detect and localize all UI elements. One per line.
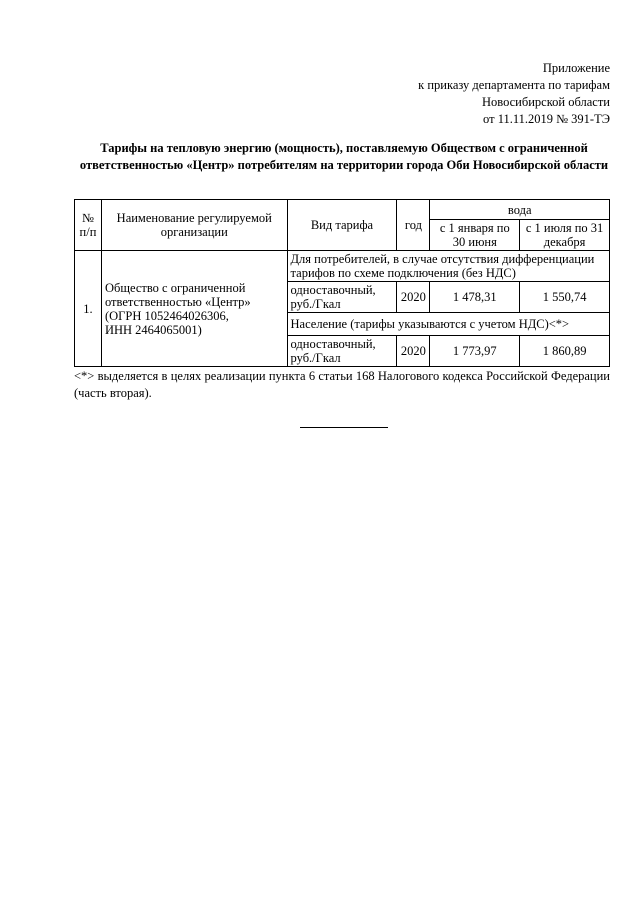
header-number-abbr: п/п <box>79 225 97 239</box>
group2-tariff-type: одноставочный, руб./Гкал <box>287 336 397 367</box>
header-period-1: с 1 января по 30 июня <box>430 220 520 251</box>
header-number <box>75 200 102 251</box>
header-number-sign: № <box>82 211 94 225</box>
footnote: <*> выделяется в целях реализации пункта 6 статьи 168 Налогового кодекса Российской Федерации (часть вторая). <box>74 369 610 400</box>
header-tariff-type: Вид тарифа <box>287 200 397 251</box>
group1-label: Для потребителей, в случае отсутствия дифференциации тарифов по схеме подключения (без НДС) <box>287 251 609 282</box>
table-row-group1-label <box>75 251 610 282</box>
appendix-line-1: Приложение <box>542 61 610 75</box>
organization-cell <box>101 251 287 367</box>
row-number: 1. <box>75 251 102 367</box>
group1-value-1: 1 478,31 <box>430 282 520 313</box>
appendix-line-4: от 11.11.2019 № 391-ТЭ <box>483 112 610 126</box>
organization-name: Общество с ограниченной ответственностью «Центр» <box>104 280 251 309</box>
header-row-1 <box>75 200 610 220</box>
organization-ogrn: (ОГРН 1052464026306, <box>104 308 229 323</box>
header-year: год <box>397 200 430 251</box>
group2-value-1: 1 773,97 <box>430 336 520 367</box>
appendix-block <box>418 60 610 128</box>
header-period-2: с 1 июля по 31 декабря <box>520 220 610 251</box>
header-water: вода <box>430 200 610 220</box>
group2-value-2: 1 860,89 <box>520 336 610 367</box>
appendix-line-3: Новосибирской области <box>481 95 610 109</box>
group2-year: 2020 <box>397 336 430 367</box>
appendix-line-2: к приказу департамента по тарифам <box>418 78 610 92</box>
document-title: Тарифы на тепловую энергию (мощность), поставляемую Обществом с ограниченной ответственностью «Центр» потребителям на территории города Оби Новосибирской области <box>79 141 609 172</box>
group1-tariff-type: одноставочный, руб./Гкал <box>287 282 397 313</box>
group2-label: Население (тарифы указываются с учетом НДС)<*> <box>287 313 609 336</box>
group1-year: 2020 <box>397 282 430 313</box>
tariff-table <box>74 199 610 367</box>
end-rule <box>300 427 388 428</box>
group1-value-2: 1 550,74 <box>520 282 610 313</box>
header-organization: Наименование регулируемой организации <box>101 200 287 251</box>
organization-inn: ИНН 2464065001) <box>104 322 202 337</box>
